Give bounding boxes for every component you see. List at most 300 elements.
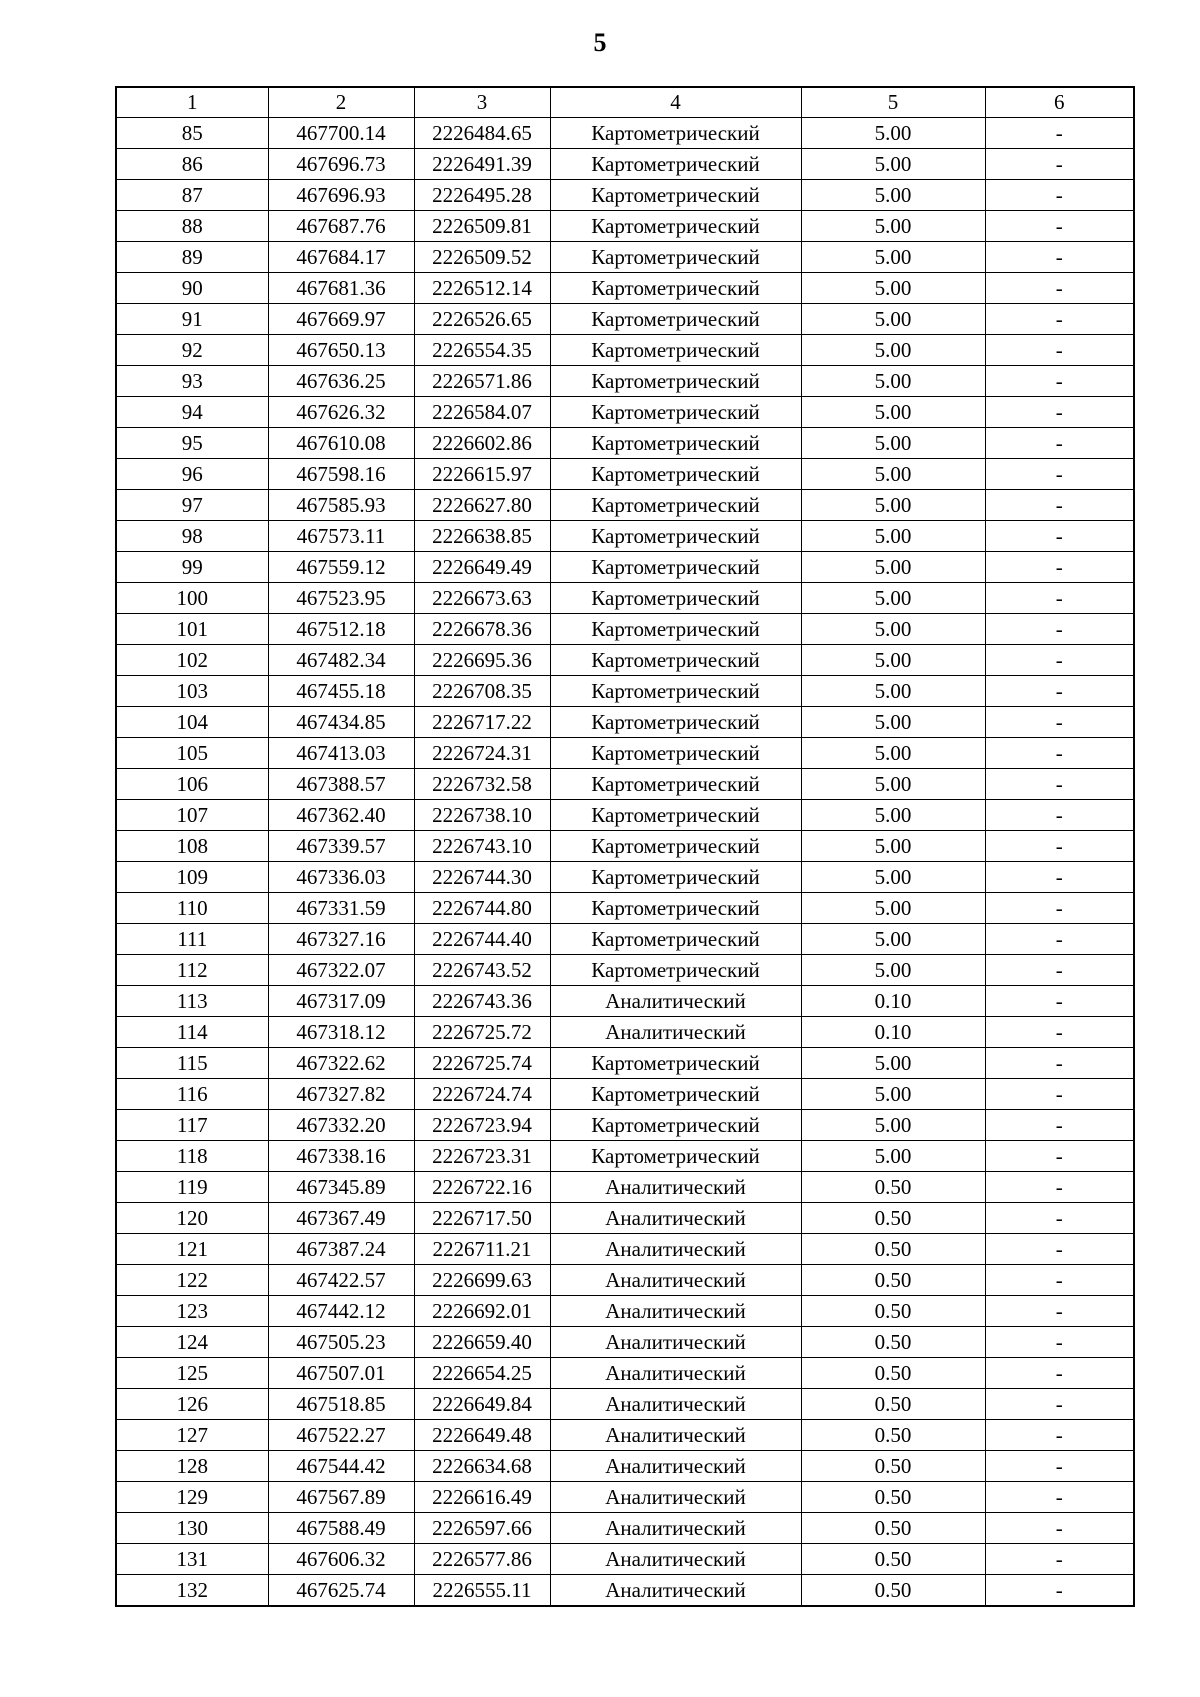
method-cell: Картометрический xyxy=(550,924,801,955)
table-row xyxy=(116,1358,1134,1389)
x-coordinate-cell: 467626.32 xyxy=(268,397,414,428)
point-number-cell: 113 xyxy=(116,986,268,1017)
point-number-cell: 106 xyxy=(116,769,268,800)
description-cell: - xyxy=(985,552,1134,583)
point-number-cell: 109 xyxy=(116,862,268,893)
table-row xyxy=(116,428,1134,459)
description-cell: - xyxy=(985,614,1134,645)
x-coordinate-cell: 467327.82 xyxy=(268,1079,414,1110)
y-coordinate-cell: 2226695.36 xyxy=(414,645,550,676)
y-coordinate-cell: 2226659.40 xyxy=(414,1327,550,1358)
table-row xyxy=(116,1544,1134,1575)
point-number-cell: 85 xyxy=(116,118,268,149)
table-row xyxy=(116,645,1134,676)
table-row xyxy=(116,1513,1134,1544)
method-cell: Картометрический xyxy=(550,583,801,614)
point-number-cell: 120 xyxy=(116,1203,268,1234)
method-cell: Аналитический xyxy=(550,1265,801,1296)
description-cell: - xyxy=(985,1451,1134,1482)
table-row xyxy=(116,1110,1134,1141)
method-cell: Картометрический xyxy=(550,242,801,273)
x-coordinate-cell: 467422.57 xyxy=(268,1265,414,1296)
x-coordinate-cell: 467327.16 xyxy=(268,924,414,955)
description-cell: - xyxy=(985,955,1134,986)
x-coordinate-cell: 467338.16 xyxy=(268,1141,414,1172)
table-row xyxy=(116,1296,1134,1327)
method-cell: Аналитический xyxy=(550,1389,801,1420)
x-coordinate-cell: 467606.32 xyxy=(268,1544,414,1575)
description-cell: - xyxy=(985,1234,1134,1265)
point-number-cell: 92 xyxy=(116,335,268,366)
table-row xyxy=(116,1017,1134,1048)
table-row xyxy=(116,1079,1134,1110)
description-cell: - xyxy=(985,986,1134,1017)
y-coordinate-cell: 2226723.94 xyxy=(414,1110,550,1141)
y-coordinate-cell: 2226602.86 xyxy=(414,428,550,459)
point-number-cell: 112 xyxy=(116,955,268,986)
x-coordinate-cell: 467669.97 xyxy=(268,304,414,335)
table-row xyxy=(116,1048,1134,1079)
description-cell: - xyxy=(985,1575,1134,1607)
y-coordinate-cell: 2226711.21 xyxy=(414,1234,550,1265)
accuracy-cell: 5.00 xyxy=(801,335,985,366)
description-cell: - xyxy=(985,1017,1134,1048)
accuracy-cell: 5.00 xyxy=(801,1141,985,1172)
accuracy-cell: 5.00 xyxy=(801,180,985,211)
method-cell: Картометрический xyxy=(550,1110,801,1141)
y-coordinate-cell: 2226649.48 xyxy=(414,1420,550,1451)
y-coordinate-cell: 2226584.07 xyxy=(414,397,550,428)
point-number-cell: 111 xyxy=(116,924,268,955)
y-coordinate-cell: 2226744.40 xyxy=(414,924,550,955)
table-row xyxy=(116,955,1134,986)
accuracy-cell: 0.50 xyxy=(801,1513,985,1544)
description-cell: - xyxy=(985,1079,1134,1110)
y-coordinate-cell: 2226724.31 xyxy=(414,738,550,769)
method-cell: Картометрический xyxy=(550,893,801,924)
method-cell: Картометрический xyxy=(550,955,801,986)
point-number-cell: 115 xyxy=(116,1048,268,1079)
y-coordinate-cell: 2226699.63 xyxy=(414,1265,550,1296)
description-cell: - xyxy=(985,800,1134,831)
point-number-cell: 95 xyxy=(116,428,268,459)
table-row xyxy=(116,118,1134,149)
method-cell: Картометрический xyxy=(550,614,801,645)
table-row xyxy=(116,1482,1134,1513)
method-cell: Картометрический xyxy=(550,180,801,211)
accuracy-cell: 5.00 xyxy=(801,614,985,645)
y-coordinate-cell: 2226512.14 xyxy=(414,273,550,304)
y-coordinate-cell: 2226738.10 xyxy=(414,800,550,831)
description-cell: - xyxy=(985,304,1134,335)
method-cell: Картометрический xyxy=(550,118,801,149)
description-cell: - xyxy=(985,211,1134,242)
point-number-cell: 90 xyxy=(116,273,268,304)
x-coordinate-cell: 467317.09 xyxy=(268,986,414,1017)
method-cell: Картометрический xyxy=(550,1079,801,1110)
table-row xyxy=(116,1389,1134,1420)
accuracy-cell: 0.50 xyxy=(801,1296,985,1327)
accuracy-cell: 5.00 xyxy=(801,459,985,490)
x-coordinate-cell: 467573.11 xyxy=(268,521,414,552)
point-number-cell: 103 xyxy=(116,676,268,707)
point-number-cell: 124 xyxy=(116,1327,268,1358)
description-cell: - xyxy=(985,831,1134,862)
accuracy-cell: 5.00 xyxy=(801,273,985,304)
table-row xyxy=(116,924,1134,955)
description-cell: - xyxy=(985,180,1134,211)
accuracy-cell: 0.50 xyxy=(801,1265,985,1296)
y-coordinate-cell: 2226555.11 xyxy=(414,1575,550,1607)
x-coordinate-cell: 467598.16 xyxy=(268,459,414,490)
y-coordinate-cell: 2226732.58 xyxy=(414,769,550,800)
description-cell: - xyxy=(985,149,1134,180)
x-coordinate-cell: 467559.12 xyxy=(268,552,414,583)
point-number-cell: 91 xyxy=(116,304,268,335)
description-cell: - xyxy=(985,459,1134,490)
method-cell: Картометрический xyxy=(550,366,801,397)
description-cell: - xyxy=(985,335,1134,366)
accuracy-cell: 5.00 xyxy=(801,738,985,769)
point-number-cell: 131 xyxy=(116,1544,268,1575)
x-coordinate-cell: 467650.13 xyxy=(268,335,414,366)
point-number-cell: 122 xyxy=(116,1265,268,1296)
y-coordinate-cell: 2226717.50 xyxy=(414,1203,550,1234)
accuracy-cell: 5.00 xyxy=(801,645,985,676)
y-coordinate-cell: 2226526.65 xyxy=(414,304,550,335)
description-cell: - xyxy=(985,893,1134,924)
y-coordinate-cell: 2226509.81 xyxy=(414,211,550,242)
x-coordinate-cell: 467413.03 xyxy=(268,738,414,769)
x-coordinate-cell: 467388.57 xyxy=(268,769,414,800)
x-coordinate-cell: 467345.89 xyxy=(268,1172,414,1203)
table-row xyxy=(116,1451,1134,1482)
table-row xyxy=(116,862,1134,893)
table-row xyxy=(116,366,1134,397)
method-cell: Картометрический xyxy=(550,645,801,676)
y-coordinate-cell: 2226491.39 xyxy=(414,149,550,180)
x-coordinate-cell: 467339.57 xyxy=(268,831,414,862)
accuracy-cell: 5.00 xyxy=(801,893,985,924)
x-coordinate-cell: 467505.23 xyxy=(268,1327,414,1358)
x-coordinate-cell: 467367.49 xyxy=(268,1203,414,1234)
x-coordinate-cell: 467681.36 xyxy=(268,273,414,304)
accuracy-cell: 5.00 xyxy=(801,800,985,831)
y-coordinate-cell: 2226724.74 xyxy=(414,1079,550,1110)
table-row xyxy=(116,211,1134,242)
y-coordinate-cell: 2226743.10 xyxy=(414,831,550,862)
x-coordinate-cell: 467684.17 xyxy=(268,242,414,273)
accuracy-cell: 0.10 xyxy=(801,986,985,1017)
table-header-row xyxy=(116,87,1134,118)
accuracy-cell: 0.50 xyxy=(801,1234,985,1265)
table-row xyxy=(116,180,1134,211)
table-row xyxy=(116,273,1134,304)
table-row xyxy=(116,1420,1134,1451)
description-cell: - xyxy=(985,1358,1134,1389)
description-cell: - xyxy=(985,1482,1134,1513)
x-coordinate-cell: 467610.08 xyxy=(268,428,414,459)
y-coordinate-cell: 2226616.49 xyxy=(414,1482,550,1513)
x-coordinate-cell: 467434.85 xyxy=(268,707,414,738)
point-number-cell: 121 xyxy=(116,1234,268,1265)
method-cell: Аналитический xyxy=(550,1296,801,1327)
point-number-cell: 116 xyxy=(116,1079,268,1110)
x-coordinate-cell: 467322.07 xyxy=(268,955,414,986)
y-coordinate-cell: 2226554.35 xyxy=(414,335,550,366)
table-row xyxy=(116,1265,1134,1296)
y-coordinate-cell: 2226577.86 xyxy=(414,1544,550,1575)
y-coordinate-cell: 2226708.35 xyxy=(414,676,550,707)
y-coordinate-cell: 2226673.63 xyxy=(414,583,550,614)
y-coordinate-cell: 2226744.30 xyxy=(414,862,550,893)
point-number-cell: 102 xyxy=(116,645,268,676)
method-cell: Картометрический xyxy=(550,273,801,304)
point-number-cell: 119 xyxy=(116,1172,268,1203)
y-coordinate-cell: 2226744.80 xyxy=(414,893,550,924)
table-row xyxy=(116,800,1134,831)
point-number-cell: 128 xyxy=(116,1451,268,1482)
method-cell: Картометрический xyxy=(550,521,801,552)
method-cell: Аналитический xyxy=(550,986,801,1017)
point-number-cell: 99 xyxy=(116,552,268,583)
point-number-cell: 127 xyxy=(116,1420,268,1451)
accuracy-cell: 0.50 xyxy=(801,1389,985,1420)
column-header: 4 xyxy=(550,87,801,118)
description-cell: - xyxy=(985,1110,1134,1141)
accuracy-cell: 5.00 xyxy=(801,924,985,955)
method-cell: Аналитический xyxy=(550,1234,801,1265)
x-coordinate-cell: 467567.89 xyxy=(268,1482,414,1513)
y-coordinate-cell: 2226722.16 xyxy=(414,1172,550,1203)
table-row xyxy=(116,552,1134,583)
table-row xyxy=(116,335,1134,366)
y-coordinate-cell: 2226509.52 xyxy=(414,242,550,273)
method-cell: Аналитический xyxy=(550,1172,801,1203)
description-cell: - xyxy=(985,397,1134,428)
accuracy-cell: 5.00 xyxy=(801,1079,985,1110)
accuracy-cell: 0.50 xyxy=(801,1172,985,1203)
point-number-cell: 104 xyxy=(116,707,268,738)
method-cell: Картометрический xyxy=(550,149,801,180)
point-number-cell: 118 xyxy=(116,1141,268,1172)
accuracy-cell: 5.00 xyxy=(801,149,985,180)
table-row xyxy=(116,1575,1134,1607)
description-cell: - xyxy=(985,1141,1134,1172)
point-number-cell: 108 xyxy=(116,831,268,862)
accuracy-cell: 5.00 xyxy=(801,211,985,242)
accuracy-cell: 0.50 xyxy=(801,1482,985,1513)
method-cell: Аналитический xyxy=(550,1327,801,1358)
accuracy-cell: 5.00 xyxy=(801,366,985,397)
table-row xyxy=(116,149,1134,180)
accuracy-cell: 5.00 xyxy=(801,583,985,614)
point-number-cell: 123 xyxy=(116,1296,268,1327)
x-coordinate-cell: 467336.03 xyxy=(268,862,414,893)
table-row xyxy=(116,459,1134,490)
y-coordinate-cell: 2226692.01 xyxy=(414,1296,550,1327)
point-number-cell: 117 xyxy=(116,1110,268,1141)
point-number-cell: 132 xyxy=(116,1575,268,1607)
point-number-cell: 94 xyxy=(116,397,268,428)
y-coordinate-cell: 2226615.97 xyxy=(414,459,550,490)
description-cell: - xyxy=(985,1420,1134,1451)
x-coordinate-cell: 467482.34 xyxy=(268,645,414,676)
accuracy-cell: 0.10 xyxy=(801,1017,985,1048)
x-coordinate-cell: 467332.20 xyxy=(268,1110,414,1141)
method-cell: Картометрический xyxy=(550,800,801,831)
x-coordinate-cell: 467318.12 xyxy=(268,1017,414,1048)
x-coordinate-cell: 467696.73 xyxy=(268,149,414,180)
column-header: 3 xyxy=(414,87,550,118)
x-coordinate-cell: 467455.18 xyxy=(268,676,414,707)
accuracy-cell: 5.00 xyxy=(801,955,985,986)
point-number-cell: 97 xyxy=(116,490,268,521)
method-cell: Аналитический xyxy=(550,1203,801,1234)
description-cell: - xyxy=(985,1203,1134,1234)
table-row xyxy=(116,521,1134,552)
y-coordinate-cell: 2226634.68 xyxy=(414,1451,550,1482)
point-number-cell: 126 xyxy=(116,1389,268,1420)
table-row xyxy=(116,1141,1134,1172)
table-row xyxy=(116,242,1134,273)
accuracy-cell: 5.00 xyxy=(801,397,985,428)
point-number-cell: 86 xyxy=(116,149,268,180)
x-coordinate-cell: 467544.42 xyxy=(268,1451,414,1482)
accuracy-cell: 5.00 xyxy=(801,676,985,707)
table-row xyxy=(116,397,1134,428)
accuracy-cell: 5.00 xyxy=(801,428,985,459)
accuracy-cell: 5.00 xyxy=(801,862,985,893)
description-cell: - xyxy=(985,738,1134,769)
table-row xyxy=(116,1203,1134,1234)
y-coordinate-cell: 2226649.84 xyxy=(414,1389,550,1420)
y-coordinate-cell: 2226678.36 xyxy=(414,614,550,645)
point-number-cell: 107 xyxy=(116,800,268,831)
description-cell: - xyxy=(985,366,1134,397)
table-row xyxy=(116,769,1134,800)
x-coordinate-cell: 467507.01 xyxy=(268,1358,414,1389)
table-row xyxy=(116,707,1134,738)
y-coordinate-cell: 2226717.22 xyxy=(414,707,550,738)
accuracy-cell: 5.00 xyxy=(801,831,985,862)
accuracy-cell: 5.00 xyxy=(801,118,985,149)
description-cell: - xyxy=(985,1389,1134,1420)
method-cell: Картометрический xyxy=(550,707,801,738)
point-number-cell: 100 xyxy=(116,583,268,614)
table-row xyxy=(116,831,1134,862)
description-cell: - xyxy=(985,769,1134,800)
description-cell: - xyxy=(985,242,1134,273)
accuracy-cell: 5.00 xyxy=(801,242,985,273)
method-cell: Картометрический xyxy=(550,428,801,459)
coordinates-table xyxy=(115,86,1135,1607)
method-cell: Картометрический xyxy=(550,769,801,800)
method-cell: Картометрический xyxy=(550,552,801,583)
x-coordinate-cell: 467588.49 xyxy=(268,1513,414,1544)
table-row xyxy=(116,614,1134,645)
accuracy-cell: 5.00 xyxy=(801,1110,985,1141)
y-coordinate-cell: 2226723.31 xyxy=(414,1141,550,1172)
y-coordinate-cell: 2226638.85 xyxy=(414,521,550,552)
point-number-cell: 125 xyxy=(116,1358,268,1389)
x-coordinate-cell: 467387.24 xyxy=(268,1234,414,1265)
point-number-cell: 129 xyxy=(116,1482,268,1513)
point-number-cell: 93 xyxy=(116,366,268,397)
y-coordinate-cell: 2226743.52 xyxy=(414,955,550,986)
y-coordinate-cell: 2226725.74 xyxy=(414,1048,550,1079)
y-coordinate-cell: 2226484.65 xyxy=(414,118,550,149)
method-cell: Аналитический xyxy=(550,1017,801,1048)
method-cell: Картометрический xyxy=(550,1141,801,1172)
x-coordinate-cell: 467518.85 xyxy=(268,1389,414,1420)
y-coordinate-cell: 2226743.36 xyxy=(414,986,550,1017)
column-header: 5 xyxy=(801,87,985,118)
accuracy-cell: 0.50 xyxy=(801,1544,985,1575)
y-coordinate-cell: 2226725.72 xyxy=(414,1017,550,1048)
x-coordinate-cell: 467442.12 xyxy=(268,1296,414,1327)
x-coordinate-cell: 467700.14 xyxy=(268,118,414,149)
accuracy-cell: 0.50 xyxy=(801,1575,985,1607)
accuracy-cell: 5.00 xyxy=(801,769,985,800)
description-cell: - xyxy=(985,676,1134,707)
accuracy-cell: 0.50 xyxy=(801,1358,985,1389)
y-coordinate-cell: 2226571.86 xyxy=(414,366,550,397)
description-cell: - xyxy=(985,1172,1134,1203)
method-cell: Аналитический xyxy=(550,1482,801,1513)
method-cell: Картометрический xyxy=(550,490,801,521)
method-cell: Аналитический xyxy=(550,1420,801,1451)
x-coordinate-cell: 467687.76 xyxy=(268,211,414,242)
method-cell: Картометрический xyxy=(550,335,801,366)
method-cell: Картометрический xyxy=(550,459,801,490)
table-row xyxy=(116,1172,1134,1203)
accuracy-cell: 5.00 xyxy=(801,521,985,552)
table-row xyxy=(116,1327,1134,1358)
description-cell: - xyxy=(985,862,1134,893)
table-row xyxy=(116,583,1134,614)
accuracy-cell: 0.50 xyxy=(801,1327,985,1358)
method-cell: Картометрический xyxy=(550,676,801,707)
description-cell: - xyxy=(985,1265,1134,1296)
description-cell: - xyxy=(985,924,1134,955)
point-number-cell: 105 xyxy=(116,738,268,769)
point-number-cell: 114 xyxy=(116,1017,268,1048)
y-coordinate-cell: 2226495.28 xyxy=(414,180,550,211)
method-cell: Аналитический xyxy=(550,1451,801,1482)
x-coordinate-cell: 467362.40 xyxy=(268,800,414,831)
description-cell: - xyxy=(985,1327,1134,1358)
accuracy-cell: 5.00 xyxy=(801,304,985,335)
description-cell: - xyxy=(985,583,1134,614)
accuracy-cell: 5.00 xyxy=(801,490,985,521)
x-coordinate-cell: 467625.74 xyxy=(268,1575,414,1607)
x-coordinate-cell: 467512.18 xyxy=(268,614,414,645)
method-cell: Картометрический xyxy=(550,211,801,242)
description-cell: - xyxy=(985,707,1134,738)
point-number-cell: 89 xyxy=(116,242,268,273)
y-coordinate-cell: 2226627.80 xyxy=(414,490,550,521)
description-cell: - xyxy=(985,1513,1134,1544)
x-coordinate-cell: 467585.93 xyxy=(268,490,414,521)
point-number-cell: 96 xyxy=(116,459,268,490)
column-header: 2 xyxy=(268,87,414,118)
method-cell: Картометрический xyxy=(550,397,801,428)
page-number: 5 xyxy=(593,28,607,57)
description-cell: - xyxy=(985,490,1134,521)
accuracy-cell: 5.00 xyxy=(801,552,985,583)
method-cell: Картометрический xyxy=(550,738,801,769)
